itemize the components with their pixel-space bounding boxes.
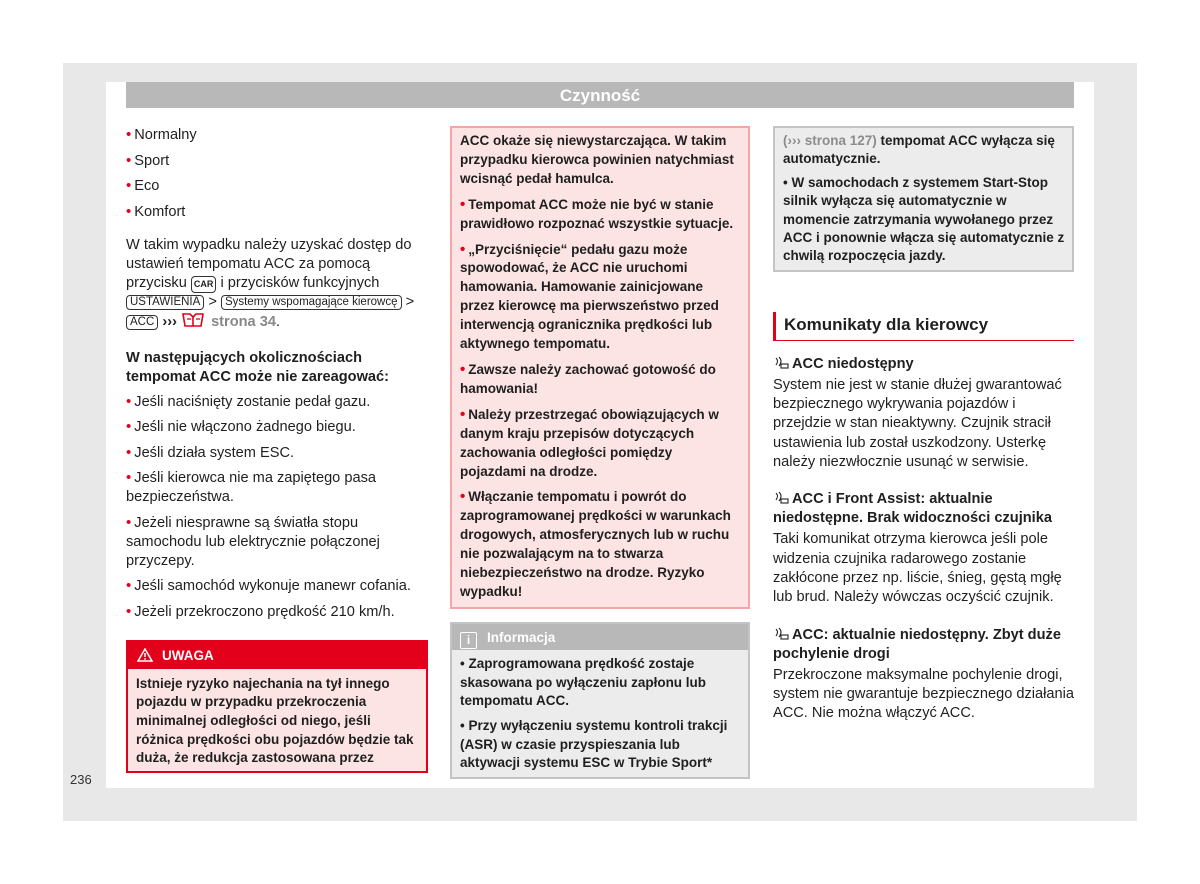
list-item: • Jeśli naciśnięty zostanie pedał gazu.: [126, 392, 371, 410]
info-body: [452, 650, 748, 777]
mode-item: • Sport: [126, 151, 170, 169]
book-reference-icon: [181, 312, 207, 328]
list-item: • Jeśli kierowca nie ma zapiętego pasa bezpieczeństwa.: [126, 469, 377, 505]
bullet-icon: •: [126, 577, 132, 594]
info-item: • Przy wyłączeniu systemu kontroli trakcji (ASR) w czasie przyspieszania lub aktywacji systemu ESC w Trybie Sport*: [460, 717, 728, 771]
list-item: • Jeśli samochód wykonuje manewr cofania.: [126, 577, 411, 594]
warning-box-continued: [450, 126, 750, 609]
section-title: Komunikaty dla kierowcy: [773, 312, 1074, 341]
mode-item: • Normalny: [126, 126, 197, 143]
message-title: ACC niedostępny: [773, 355, 1074, 374]
radar-sensor-icon: [773, 627, 789, 640]
bullet-icon: •: [126, 202, 132, 220]
info-item: • Zaprogramowana prędkość zostaje skasowana po wyłączeniu zapłonu lub tempomatu ACC.: [460, 655, 707, 709]
list-item: • Jeżeli przekroczono prędkość 210 km/h.: [126, 602, 395, 620]
bullet-icon: •: [460, 655, 469, 671]
info-item: • W samochodach z systemem Start-Stop silnik wyłącza się automatycznie w momencie zatrzymania wywołanego przez ACC i ponownie włącza się automatycznie z chwilą rozpoczęcia jazdy.: [783, 174, 1065, 264]
info-box: [450, 622, 750, 779]
list-item: • Jeśli działa system ESC.: [126, 443, 295, 461]
warning-text: Istnieje ryzyko najechania na tył innego pojazdu w przypadku przekroczenia minimalnej odległości od niego, jeśli różnica prędkości obu pojazdów będzie tak duża, że redukcja zastosowana przez: [128, 669, 426, 772]
message-body: Przekroczone maksymalne pochylenie drogi, system nie gwarantuje bezpiecznego działania ACC. Nie można włączyć ACC.: [773, 666, 1074, 722]
page-number: 236: [70, 772, 92, 787]
bullet-icon: •: [126, 469, 132, 486]
conditions-heading: W następujących okolicznościach tempomat ACC może nie zareagować:: [126, 349, 390, 385]
warning-item: • Tempomat ACC może nie być w stanie prawidłowo rozpoznać wszystkie sytuacje.: [460, 195, 734, 231]
warning-item: • Zawsze należy zachować gotowość do hamowania!: [460, 360, 716, 396]
bullet-icon: •: [460, 488, 466, 506]
conditions-list: [126, 392, 428, 622]
mode-list: [126, 125, 428, 222]
bullet-icon: •: [126, 602, 132, 620]
bullet-icon: •: [460, 405, 466, 423]
message-body: System nie jest w stanie dłużej gwarantować bezpiecznego wykrywania pojazdów i przejdzie w stan nieaktywny. Czujnik stracił ustawienia lub został uszkodzony. Usterkę należy niezwłocznie usunąć w serwisie.: [773, 376, 1062, 471]
bullet-icon: •: [126, 392, 132, 410]
bullet-icon: •: [460, 195, 466, 213]
radar-sensor-icon: [773, 491, 789, 504]
info-label: Informacja: [487, 629, 556, 645]
bullet-icon: •: [460, 360, 466, 378]
page-title: Czynność: [126, 82, 1074, 108]
message-body: Taki komunikat otrzyma kierowca jeśli pole widzenia czujnika radarowego zostanie zakłócone przez np. liście, śnieg, gęstą mgłę lub brud. Należy wówczas oczyścić czujnik.: [773, 531, 1062, 606]
info-continued-text: (››› strona 127) tempomat ACC wyłącza się automatycznie.: [783, 133, 1055, 167]
warning-header: [128, 642, 426, 669]
mode-item: • Eco: [126, 177, 160, 194]
settings-access-paragraph: W takim wypadku należy uzyskać dostęp do ustawień tempomatu ACC za pomocą przycisku CAR i przycisków funkcyjnych USTAWIENIA > Systemy wspomagające kierowcę > ACC ››› strona 34.: [126, 236, 415, 330]
warning-item: • „Przyciśnięcie“ pedału gazu może spowodować, że ACC nie uruchomi hamowania. Hamowanie zainicjowane przez kierowcę ma pierwszeństwo przed interwencją ogranicznika prędkości lub aktywnego tempomatu.: [460, 240, 719, 352]
menu-acc-key: ACC: [126, 315, 158, 330]
warning-intro: ACC okaże się niewystarczająca. W takim przypadku kierowca powinien natychmiast wcisnąć pedał hamulca.: [460, 133, 734, 186]
bullet-icon: •: [126, 126, 132, 143]
bullet-icon: •: [126, 177, 132, 194]
warning-triangle-icon: [137, 648, 153, 662]
bullet-icon: •: [126, 443, 132, 461]
bullet-icon: •: [126, 151, 132, 169]
message-title: ACC: aktualnie niedostępny. Zbyt duże pochylenie drogi: [773, 626, 1061, 662]
info-header: [452, 624, 748, 650]
info-box-continued: [773, 126, 1074, 272]
warning-item: • Należy przestrzegać obowiązujących w danym kraju przepisów dotyczących zachowania odległości pomiędzy pojazdami na drodze.: [460, 405, 719, 479]
bullet-icon: •: [460, 240, 466, 258]
message-title: ACC i Front Assist: aktualnie niedostępne. Brak widoczności czujnika: [773, 491, 1052, 527]
reference-arrows: ›››: [162, 313, 177, 330]
bullet-icon: •: [783, 174, 792, 190]
info-icon: i: [460, 632, 477, 649]
menu-settings-key: USTAWIENIA: [126, 295, 204, 310]
mode-item: • Komfort: [126, 202, 186, 220]
radar-sensor-icon: [773, 356, 789, 369]
middle-column: [450, 126, 750, 779]
page-reference-link[interactable]: strona 34: [211, 313, 276, 330]
warning-box: [126, 640, 428, 774]
bullet-icon: •: [460, 717, 469, 733]
list-item: • Jeśli nie włączono żadnego biegu.: [126, 418, 356, 435]
bullet-icon: •: [126, 513, 132, 531]
right-column: [773, 126, 1074, 723]
list-item: • Jeżeli niesprawne są światła stopu samochodu lub elektrycznie połączonej przyczepy.: [126, 513, 380, 569]
warning-label: UWAGA: [162, 647, 214, 663]
page-reference-link[interactable]: (››› strona 127): [783, 133, 877, 148]
menu-assist-systems-key: Systemy wspomagające kierowcę: [221, 295, 402, 310]
warning-item: • Włączanie tempomatu i powrót do zaprogramowanej prędkości w warunkach drogowych, atmosferycznych lub w ruchu nie pozwalającym na to stwarza niebezpieczeństwo na drodze. Ryzyko wypadku!: [460, 488, 731, 599]
car-button-icon: CAR: [191, 276, 217, 293]
bullet-icon: •: [126, 418, 132, 435]
left-column: [126, 125, 428, 773]
